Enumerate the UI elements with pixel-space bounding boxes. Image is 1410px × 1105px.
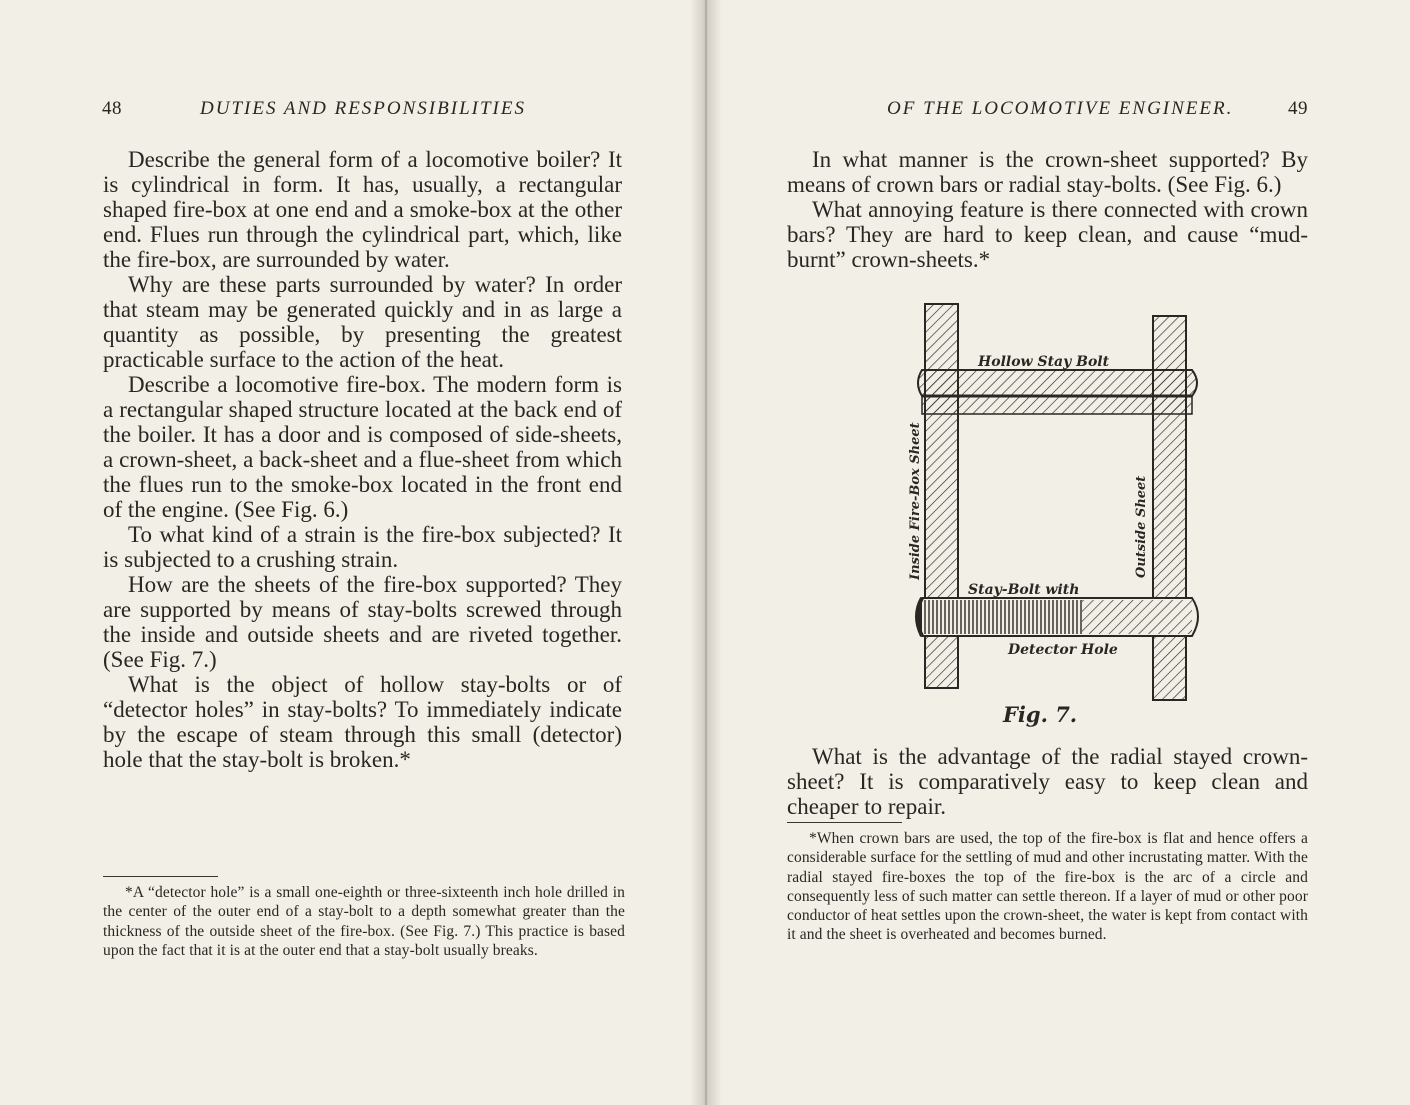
right-footnote-block [787, 822, 1308, 945]
right-paragraph-2: What annoying feature is there connected with crown bars? They are hard to keep clean, and cause “mud-burnt” crown-sheets.* [787, 197, 1308, 272]
label-inside-fire-box-sheet: Inside Fire-Box Sheet [908, 422, 923, 580]
label-hollow-stay-bolt: Hollow Stay Bolt [978, 354, 1110, 370]
left-footnote-block [103, 876, 625, 960]
label-stay-bolt-with: Stay-Bolt with [968, 582, 1080, 598]
right-paragraph-1: In what manner is the crown-sheet supported? By means of crown bars or radial stay-bolts. (See Fig. 6.) [787, 147, 1308, 197]
left-page-number: 48 [102, 98, 122, 119]
left-footnote: *A “detector hole” is a small one-eighth or three-sixteenth inch hole drilled in the center of the outer end of a stay-bolt to a depth somewhat greater than the thickness of the outside sheet of the fire-box. (See Fig. 7.) This practice is based upon the fact that it is at the outer end that a stay-bolt usually breaks. [103, 884, 625, 959]
left-paragraph-6: What is the object of hollow stay-bolts or of “detector holes” in stay-bolts? To immediately indicate by the escape of steam through this small (detector) hole that the stay-bolt is broken.* [103, 672, 622, 772]
label-detector-hole: Detector Hole [1008, 642, 1118, 658]
figure-7-caption: Fig. 7. [1003, 702, 1078, 727]
label-outside-sheet: Outside Sheet [1134, 475, 1149, 578]
book-gutter [690, 0, 722, 1105]
figure-7-diagram [900, 298, 1210, 728]
right-running-head: OF THE LOCOMOTIVE ENGINEER. [887, 98, 1234, 119]
right-page [705, 0, 1410, 1105]
left-paragraph-4: To what kind of a strain is the fire-box subjected? It is subjected to a crushing strain. [103, 522, 622, 572]
right-footnote-rule [787, 822, 902, 823]
left-paragraph-1: Describe the general form of a locomotive boiler? It is cylindrical in form. It has, usually, a rectangular shaped fire-box at one end and a smoke-box at the other end. Flues run through the cylindrical part, which, like the fire-box, are surrounded by water. [103, 147, 622, 272]
right-page-number: 49 [1288, 98, 1308, 119]
right-body-text-top [787, 147, 1308, 272]
hollow-stay-bolt [918, 370, 1197, 414]
stay-bolt-with-detector-hole [917, 598, 1198, 636]
right-body-text-bottom [787, 744, 1308, 819]
left-running-head: DUTIES AND RESPONSIBILITIES [200, 98, 526, 119]
left-paragraph-3: Describe a locomotive fire-box. The modern form is a rectangular shaped structure located at the back end of the boiler. It has a door and is composed of side-sheets, a crown-sheet, a back-sheet and a flue-sheet from which the flues run to the smoke-box located in the front end of the engine. (See Fig. 6.) [103, 372, 622, 522]
left-footnote-rule [103, 876, 218, 877]
right-footnote: *When crown bars are used, the top of the fire-box is flat and hence offers a considerable surface for the settling of mud and other incrustating matter. With the radial stayed fire-boxes the top of the fire-box is the arc of a circle and consequently less of such matter can settle thereon. If a layer of mud or other poor conductor of heat settles upon the crown-sheet, the water is kept from contact with it and the sheet is overheated and becomes burned. [787, 830, 1308, 944]
left-paragraph-2: Why are these parts surrounded by water? In order that steam may be generated quickly and in as large a quantity as possible, by presenting the greatest practicable surface to the action of the heat. [103, 272, 622, 372]
left-paragraph-5: How are the sheets of the fire-box supported? They are supported by means of stay-bolts screwed through the inside and outside sheets and are riveted together. (See Fig. 7.) [103, 572, 622, 672]
right-paragraph-3: What is the advantage of the radial stayed crown-sheet? It is comparatively easy to keep clean and cheaper to repair. [787, 744, 1308, 819]
left-body-text [103, 147, 622, 772]
